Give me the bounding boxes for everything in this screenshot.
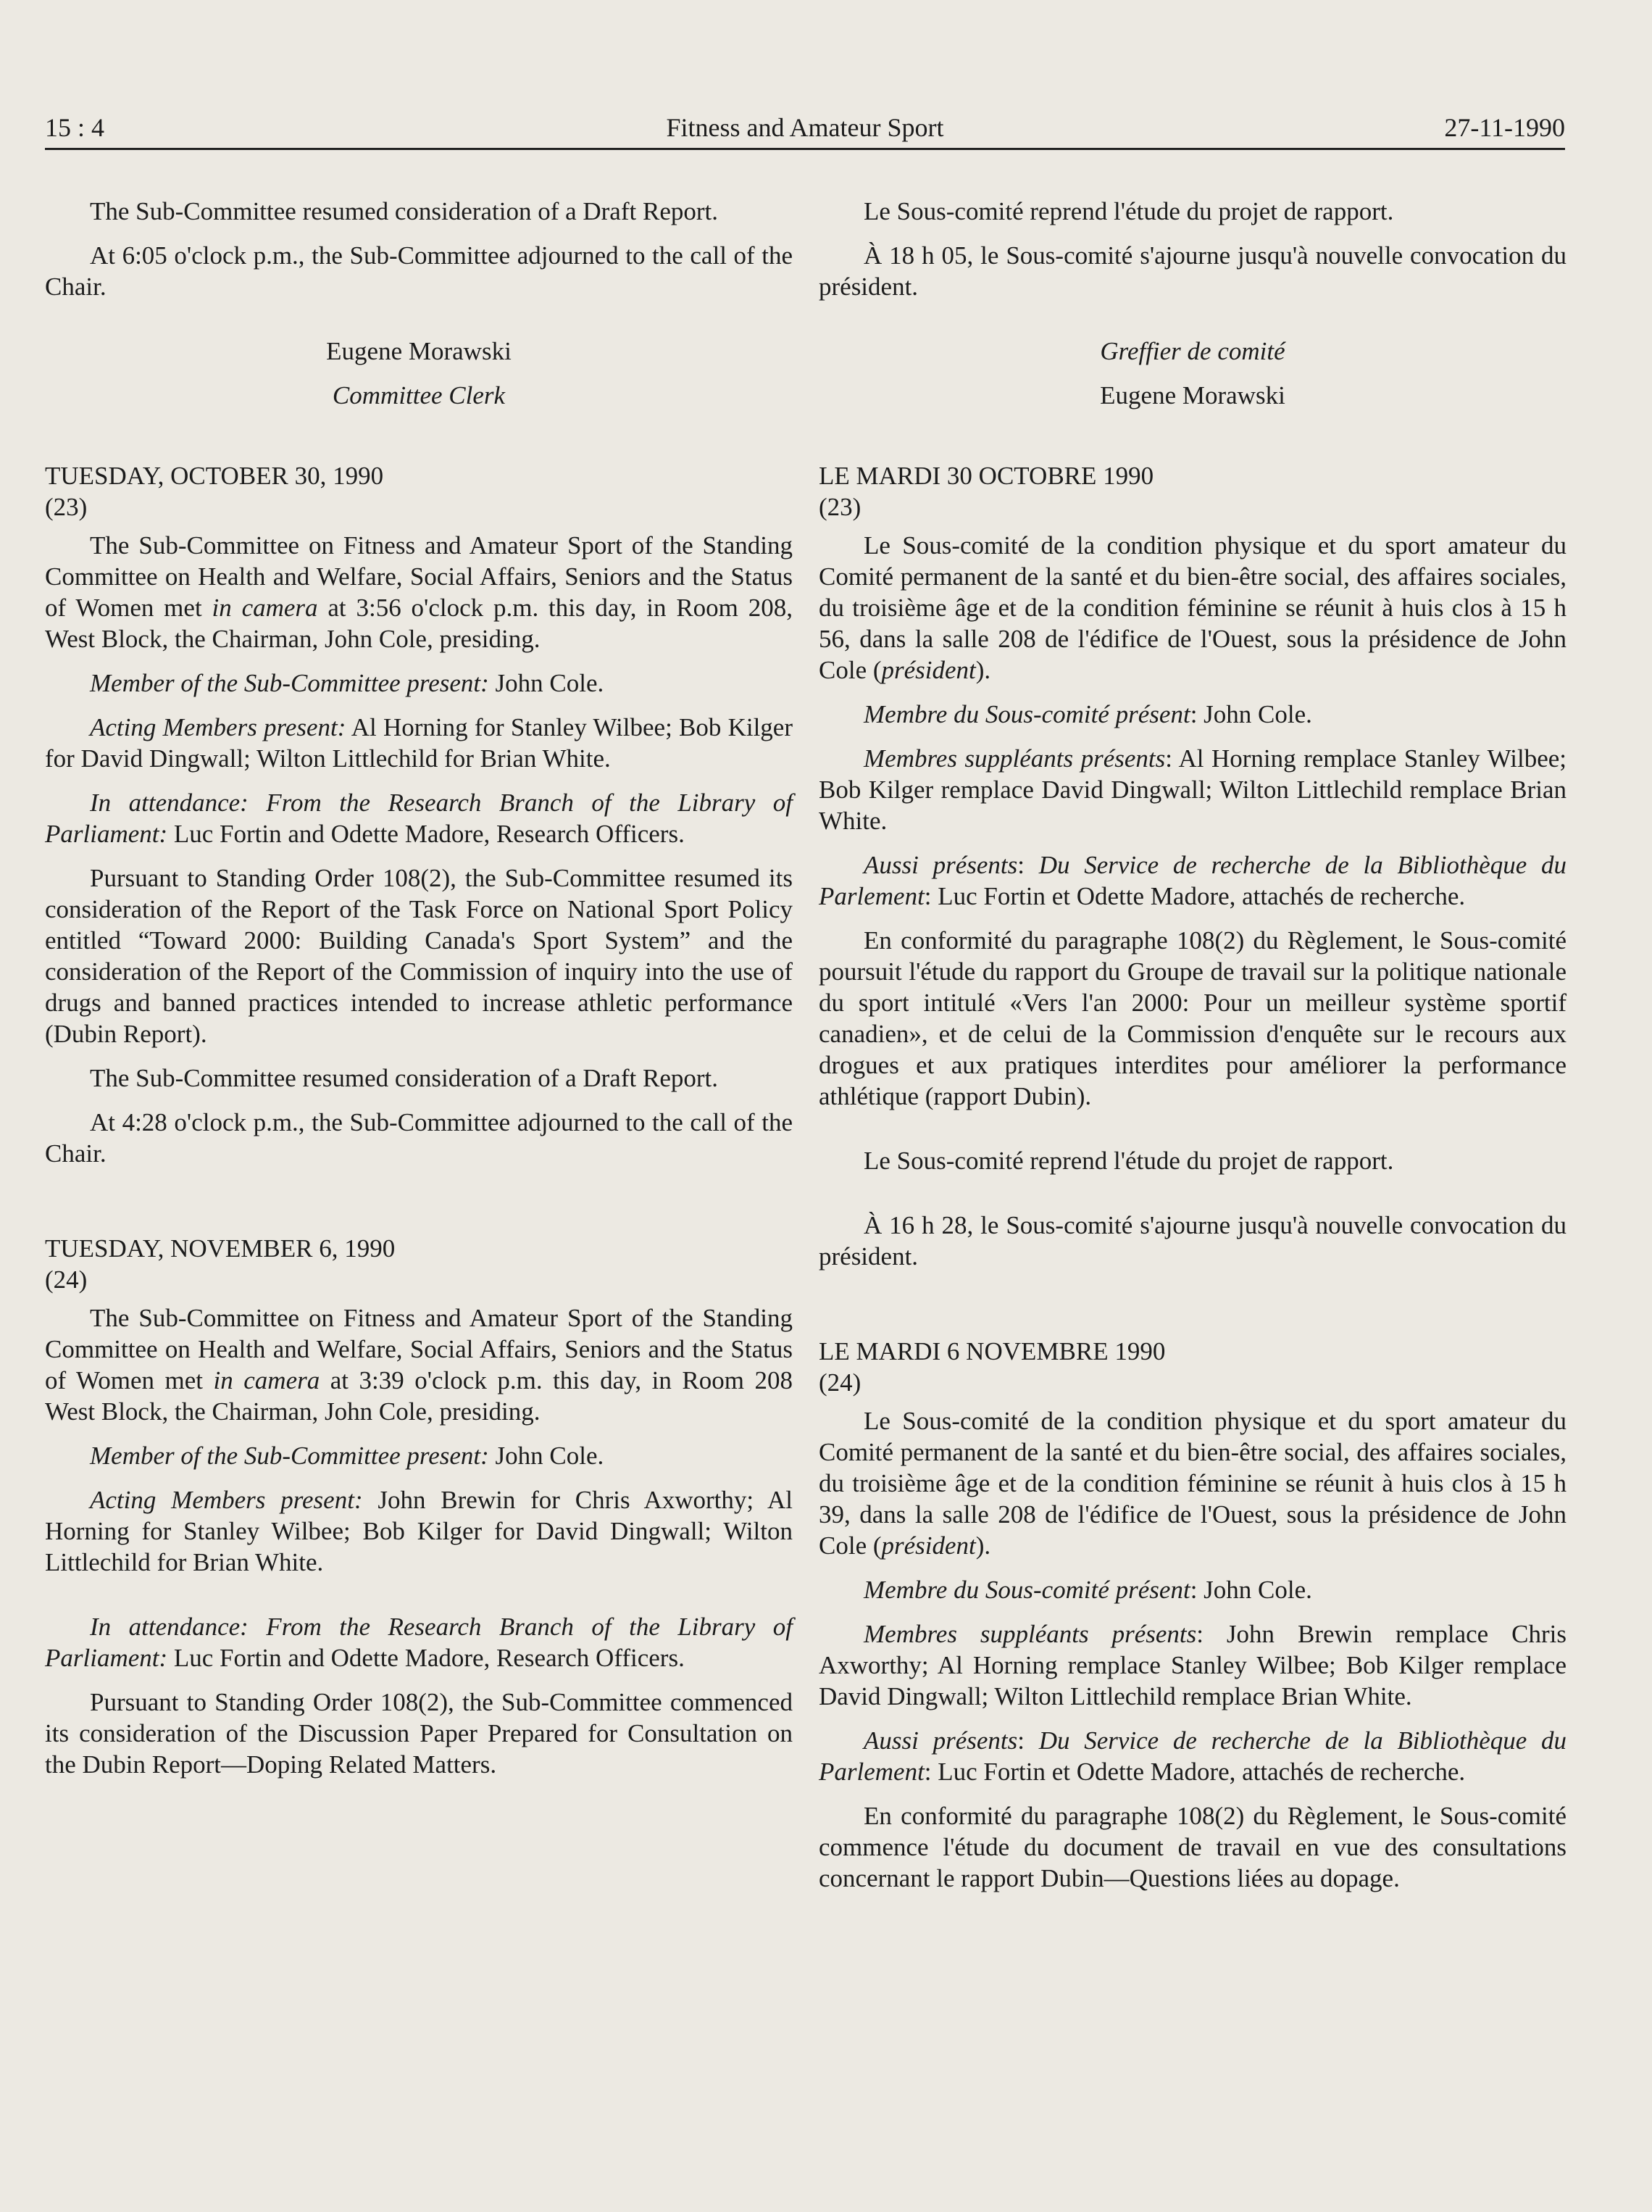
members-present: Member of the Sub-Committee present: John Cole.: [90, 669, 604, 697]
members-present: Membre du Sous-comité présent: John Cole.: [864, 1576, 1312, 1604]
french-column: [819, 196, 1567, 1907]
clerk-title: Greffier de comité: [1100, 337, 1285, 365]
resumed-consideration: The Sub-Committee resumed consideration of a Draft Report.: [90, 1064, 718, 1092]
meeting-intro: The Sub-Committee on Fitness and Amateur Sport of the Standing Committee on Health and Welfare, Social Affairs, Seniors and the Status of Women met in camera at 3:39 o'clock p.m. this day, in Room 208 West Block, the Chairman, John Cole, presiding.: [45, 1304, 793, 1426]
paragraph: À 18 h 05, le Sous-comité s'ajourne jusqu'à nouvelle convocation du président.: [819, 241, 1567, 301]
standing-order: Pursuant to Standing Order 108(2), the Sub-Committee commenced its consideration of the Discussion Paper Prepared for Consultation on the Dubin Report—Doping Related Matters.: [45, 1688, 793, 1779]
meeting-intro: Le Sous-comité de la condition physique et du sport amateur du Comité permanent de la santé et du bien-être social, des affaires sociales, du troisième âge et de la condition féminine se réunit à huis clos à 15 h 56, dans la salle 208 de l'édifice de l'Ouest, sous la présidence de John Cole (président).: [819, 531, 1567, 684]
issue-date: 27-11-1990: [1444, 113, 1565, 142]
meeting-date: TUESDAY, NOVEMBER 6, 1990: [45, 1234, 396, 1263]
acting-members: Membres suppléants présents: Al Horning remplace Stanley Wilbee; Bob Kilger remplace David Dingwall; Wilton Littlechild remplace Brian White.: [819, 744, 1567, 835]
acting-members: Membres suppléants présents: John Brewin remplace Chris Axworthy; Al Horning remplace Stanley Wilbee; Bob Kilger remplace David Dingwall; Wilton Littlechild remplace Brian White.: [819, 1620, 1567, 1710]
members-present: Membre du Sous-comité présent: John Cole.: [864, 700, 1312, 728]
meeting-date: LE MARDI 6 NOVEMBRE 1990: [819, 1337, 1166, 1365]
meeting-number: (24): [45, 1265, 88, 1294]
meeting-date: TUESDAY, OCTOBER 30, 1990: [45, 462, 384, 490]
paragraph: Le Sous-comité reprend l'étude du projet de rapport.: [864, 197, 1394, 225]
clerk-name: Eugene Morawski: [1100, 381, 1285, 409]
english-column: [45, 196, 793, 1793]
page-number: 15 : 4: [45, 113, 105, 142]
resumed-consideration: Le Sous-comité reprend l'étude du projet de rapport.: [864, 1147, 1394, 1175]
meeting-intro: Le Sous-comité de la condition physique et du sport amateur du Comité permanent de la santé et du bien-être social, des affaires sociales, du troisième âge et de la condition féminine se réunit à huis clos à 15 h 39, dans la salle 208 de l'édifice de l'Ouest, sous la présidence de John Cole (président).: [819, 1407, 1567, 1560]
in-attendance: Aussi présents: Du Service de recherche de la Bibliothèque du Parlement: Luc Fortin et Odette Madore, attachés de recherche.: [819, 1726, 1567, 1786]
standing-order: En conformité du paragraphe 108(2) du Règlement, le Sous-comité poursuit l'étude du rapport du Groupe de travail sur la politique nationale du sport intitulé «Vers l'an 2000: Pour un meilleur système sportif canadien», et de celui de la Commission d'enquête sur le recours aux drogues et aux pratiques interdites pour améliorer la performance athlétique (rapport Dubin).: [819, 926, 1567, 1110]
meeting-intro: The Sub-Committee on Fitness and Amateur Sport of the Standing Committee on Health and Welfare, Social Affairs, Seniors and the Status of Women met in camera at 3:56 o'clock p.m. this day, in Room 208, West Block, the Chairman, John Cole, presiding.: [45, 531, 793, 653]
in-attendance: In attendance: From the Research Branch of the Library of Parliament: Luc Fortin and Odette Madore, Research Officers.: [45, 1613, 793, 1672]
adjournment: À 16 h 28, le Sous-comité s'ajourne jusqu'à nouvelle convocation du président.: [819, 1211, 1567, 1271]
paragraph: The Sub-Committee resumed consideration of a Draft Report.: [90, 197, 718, 225]
standing-order: Pursuant to Standing Order 108(2), the Sub-Committee resumed its consideration of the Report of the Task Force on National Sport Policy entitled “Toward 2000: Building Canada's Sport System” and the consideration of the Report of the Commission of inquiry into the use of drugs and banned practices intended to increase athletic performance (Dubin Report).: [45, 864, 793, 1048]
meeting-number: (23): [819, 493, 862, 521]
in-attendance: In attendance: From the Research Branch of the Library of Parliament: Luc Fortin and Odette Madore, Research Officers.: [45, 789, 793, 848]
paragraph: At 6:05 o'clock p.m., the Sub-Committee adjourned to the call of the Chair.: [45, 241, 793, 301]
meeting-number: (24): [819, 1368, 862, 1397]
clerk-title: Committee Clerk: [332, 381, 506, 409]
publication-title: Fitness and Amateur Sport: [666, 113, 944, 142]
members-present: Member of the Sub-Committee present: John Cole.: [90, 1442, 604, 1470]
acting-members: Acting Members present: John Brewin for Chris Axworthy; Al Horning for Stanley Wilbee; Bob Kilger for David Dingwall; Wilton Littlechild for Brian White.: [45, 1486, 793, 1576]
meeting-date: LE MARDI 30 OCTOBRE 1990: [819, 462, 1154, 490]
clerk-name: Eugene Morawski: [326, 337, 512, 365]
standing-order: En conformité du paragraphe 108(2) du Règlement, le Sous-comité commence l'étude du document de travail en vue des consultations concernant le rapport Dubin—Questions liées au dopage.: [819, 1802, 1567, 1892]
in-attendance: Aussi présents: Du Service de recherche de la Bibliothèque du Parlement: Luc Fortin et Odette Madore, attachés de recherche.: [819, 851, 1567, 910]
meeting-number: (23): [45, 493, 88, 521]
acting-members: Acting Members present: Al Horning for Stanley Wilbee; Bob Kilger for David Dingwall; Wilton Littlechild for Brian White.: [45, 713, 793, 773]
adjournment: At 4:28 o'clock p.m., the Sub-Committee adjourned to the call of the Chair.: [45, 1108, 793, 1168]
page-header: [45, 107, 1565, 150]
